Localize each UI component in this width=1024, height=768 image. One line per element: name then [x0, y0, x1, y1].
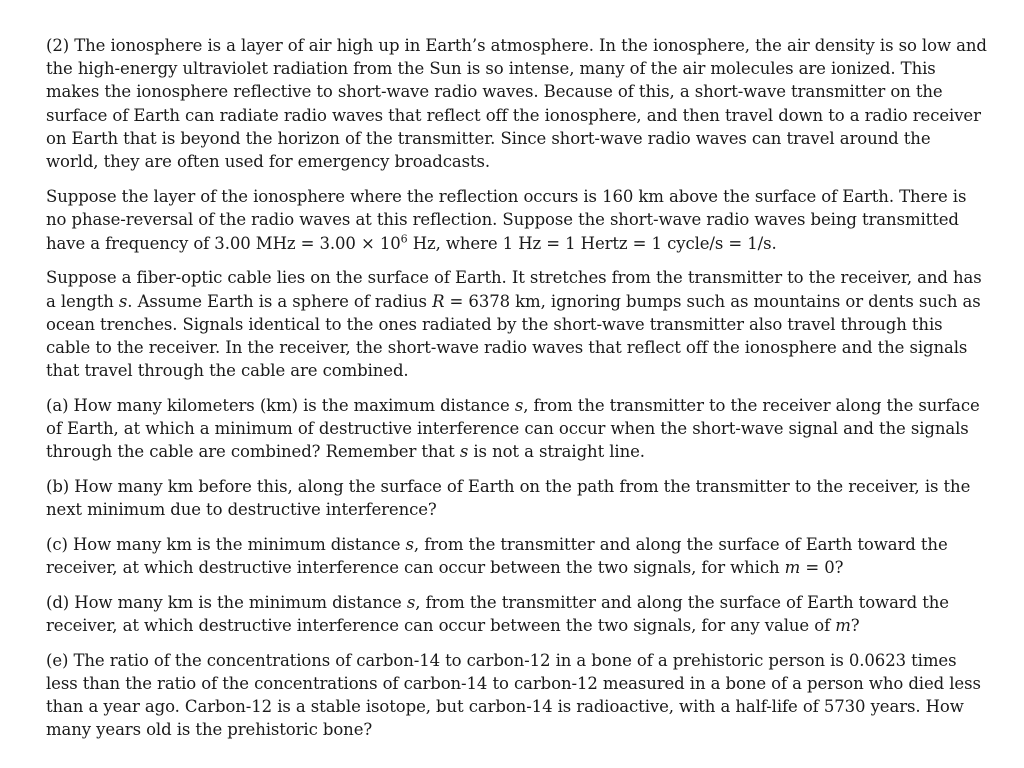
setup-paragraph	[46, 185, 988, 255]
intro-text: (2) The ionosphere is a layer of air high up in Earth’s atmosphere. In the ionosphere, the air density is so low and the high-energy ultraviolet radiation from the Sun is so intense, many of the air molecules are ionized. This makes the ionosphere reflective to short-wave radio waves. Because of this, a short-wave transmitter on the surface of Earth can radiate radio waves that reflect off the ionosphere, and then travel down to a radio receiver on Earth that is beyond the horizon of the transmitter. Since short-wave radio waves can travel around the world, they are often used for emergency broadcasts.	[46, 36, 987, 172]
question-c-text-2: , from the transmitter and along the surface of Earth toward the receiver, at which destructive interference can occur between the two signals, for which	[46, 534, 948, 578]
question-a-text-3: is not a straight line.	[468, 442, 645, 462]
question-c-text-1: (c) How many km is the minimum distance	[46, 534, 406, 554]
question-d-text-2: , from the transmitter and along the surface of Earth toward the receiver, at which destructive interference can occur between the two signals, for any value of	[46, 592, 949, 635]
question-a-text-2: , from the transmitter to the receiver along the surface of Earth, at which a minimum of destructive interference can occur when the short-wave signal and the signals through the cable are combined? Remember that	[46, 395, 980, 462]
question-d	[46, 591, 988, 637]
setup-text-1: Suppose the layer of the ionosphere where the reflection occurs is 160 km above the surface of Earth. There is no phase-reversal of the radio waves at this reflection. Suppose the short-wave radio waves being transmitted have a frequency of 3.00 MHz = 3.00 × 10	[46, 187, 967, 253]
var-s: s	[118, 291, 128, 311]
cable-paragraph	[46, 266, 988, 382]
setup-exponent: 6	[400, 232, 408, 246]
var-m: m	[835, 615, 851, 635]
cable-text-1: Suppose a fiber-optic cable lies on the surface of Earth. It stretches from the transmitter to the receiver, and has a length	[46, 268, 982, 311]
var-s: s	[405, 534, 414, 554]
question-e	[46, 649, 988, 742]
question-a-text-1: (a) How many kilometers (km) is the maximum distance	[46, 395, 515, 415]
cable-text-3: = 6378 km, ignoring bumps such as mountains or dents such as ocean trenches. Signals identical to the ones radiated by the short-wave transmitter also travel through this cable to the receiver. In the receiver, the short-wave radio waves that reflect off the ionosphere and the signals that travel through the cable are combined.	[46, 291, 981, 381]
setup-text-2: Hz, where 1 Hz = 1 Hertz = 1 cycle/s = 1/s.	[407, 233, 777, 253]
question-c	[46, 533, 988, 579]
question-c-text-3: = 0?	[800, 558, 844, 578]
question-d-text-1: (d) How many km is the minimum distance	[46, 592, 407, 612]
question-b	[46, 475, 988, 521]
question-d-text-3: ?	[850, 615, 860, 635]
intro-paragraph	[46, 34, 988, 173]
var-s: s	[459, 442, 469, 462]
var-R: R	[432, 291, 445, 311]
question-b-text: (b) How many km before this, along the surface of Earth on the path from the transmitter to the receiver, is the next minimum due to destructive interference?	[46, 476, 971, 520]
var-m: m	[784, 558, 801, 578]
question-a	[46, 394, 988, 464]
question-e-text: (e) The ratio of the concentrations of carbon-14 to carbon-12 in a bone of a prehistoric person is 0.0623 times less than the ratio of the concentrations of carbon-14 to carbon-12 measured in a bone of a person who died less than a year ago. Carbon-12 is a stable isotope, but carbon-14 is radioactive, with a half-life of 5730 years. How many years old is the prehistoric bone?	[46, 650, 981, 740]
var-s: s	[514, 395, 524, 415]
var-s: s	[406, 592, 416, 612]
cable-text-2: . Assume Earth is a sphere of radius	[127, 291, 433, 311]
